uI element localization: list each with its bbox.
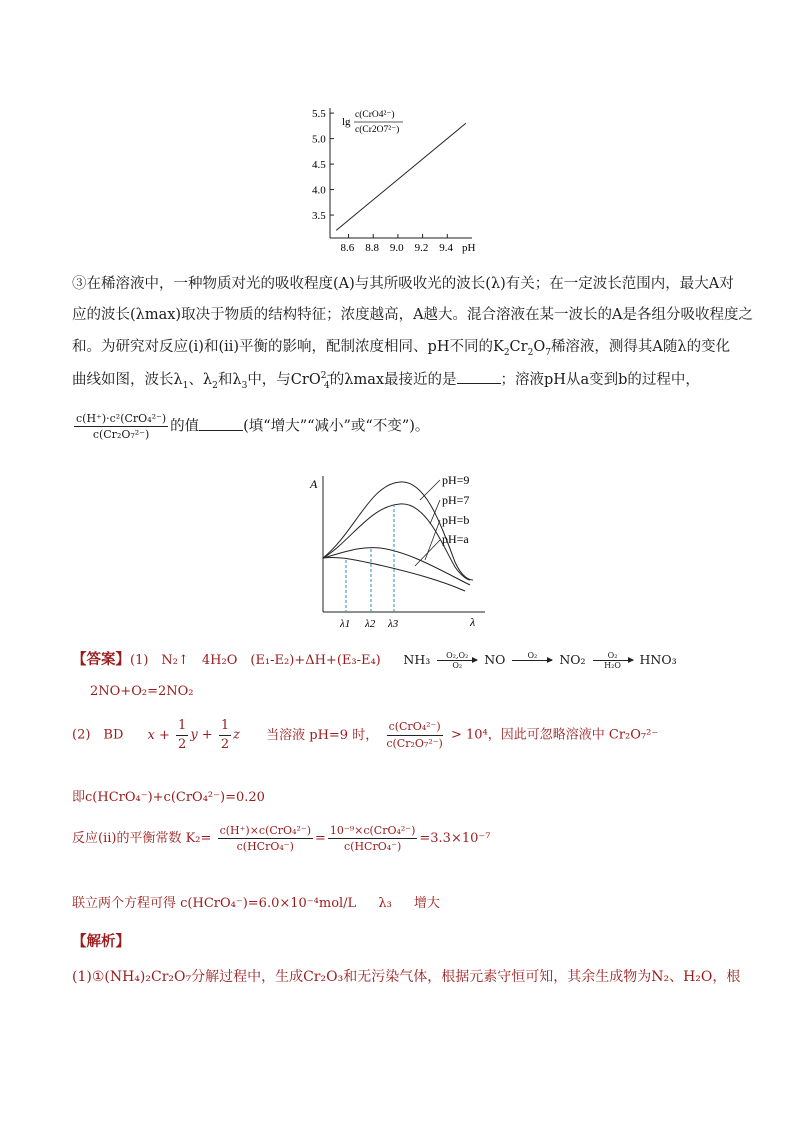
tick-l3: λ3 [388,618,399,630]
arrow1-bot: O₂ [452,661,463,670]
answer-2f: > 10⁴，因此可忽略溶液中 Cr₂O₇²⁻ [450,727,659,743]
figure-absorbance-vs-wavelength [300,462,500,642]
q3-frac-den: c(Cr₂O₇²⁻) [92,428,150,442]
q3-line-4: 曲线如图，波长$\lambda_1$、$\lambda_2$和$\lambda_3$中，与CrO$^{2-}_4$的λmax最接近的是 ；溶液pH从a变到b的过程中， [72,371,700,391]
q3-fraction [74,412,168,441]
x-tick-label: 8.6 [340,242,355,254]
answer-2b: x + [147,727,170,743]
chart-1 [300,100,500,260]
q3-line-3b: Cr [509,339,528,355]
tick-l1: λ1 [340,618,351,630]
arrow-1 [437,651,477,670]
x-tick-label: 9.2 [414,242,429,254]
answer-4a: 反应(ii)的平衡常数 K₂= [72,831,212,847]
arrow3-bot: H₂O [604,661,621,670]
answer-blank-1[interactable] [457,371,501,384]
answer-line-4 [72,824,490,853]
answer-line-1 [72,648,677,670]
answer-eq: 2NO+O₂=2NO₂ [90,684,194,699]
legend-ph9: pH=9 [442,473,470,487]
y-tick-label: 3.5 [312,210,326,223]
answer-2a: (2) BD [72,727,124,743]
y-tick-label: 4.0 [312,184,326,197]
tick-l2: λ2 [365,618,376,630]
q3-line-5b: (填“增大”“减小”或“不变”)。 [243,418,430,435]
q3-line-1: ③在稀溶液中，一种物质对光的吸收程度(A)与其所吸收光的波长(λ)有关；在一定波长范围内，最大A对 [72,276,734,292]
figure-lg-ratio-vs-ph [300,100,500,260]
legend-ph7: pH=7 [442,493,470,507]
answer-line-2 [72,718,658,752]
leader-pha [415,540,440,566]
q3-line-4b: 、λ [188,372,213,388]
answer-2e: 当溶液 pH=9 时， [266,727,379,743]
x-label: pH [462,242,476,254]
nh3: NH₃ [403,652,431,667]
answer-1: (1) N₂↑ 4H₂O (E₁-E₂)+ΔH+(E₃-E₄) [130,653,381,668]
arrow2-top: O₂ [527,651,538,660]
q3-line-3a: 和。为研究对反应(ⅰ)和(ⅱ)平衡的影响，配制浓度相同、pH不同的K [72,339,504,355]
no: NO [484,652,506,667]
y-label-prefix: lg [342,116,351,128]
answer-label: 【答案】 [72,651,130,668]
q3-line-4f: ；溶液pH从a变到b的过程中， [500,372,700,388]
ratio-frac: $\frac{\text{c(CrO₄²⁻)}}{\text{c(Cr₂O₇²⁻)}}$ [386,720,443,750]
q3-line-4d: 中，与CrO [247,372,321,388]
y-label: A [310,477,318,491]
q3-line-3: 和。为研究对反应(ⅰ)和(ⅱ)平衡的影响，配制浓度相同、pH不同的$K_2Cr_2O_7$稀溶液，测得其A随λ的变化 [72,339,731,358]
analysis-label: 【解析】 [72,933,130,950]
answer-5c: 增大 [413,896,440,911]
q3-line-3d: 稀溶液，测得其A随λ的变化 [550,339,731,355]
answer-line-3: 即c(HCrO₄⁻)+c(CrO₄²⁻)=0.20 [72,790,265,805]
analysis-line-1: (1)①(NH₄)₂Cr₂O₇分解过程中，生成Cr₂O₃和无污染气体，根据元素守恒可知，其余生成物为N₂、H₂O，根 [72,969,741,985]
q3-line-3c: O [533,339,546,355]
q3-line-4e: 的λmax最接近的是 [329,372,457,388]
q3-line-4a: 曲线如图，波长λ [72,372,183,388]
k2-frac-2: $\frac{\text{10⁻⁹×c(CrO₄²⁻)}}{\text{c(HCrO₄⁻)}}$ [329,824,416,854]
q3-line-5: 的值 [170,418,200,435]
x-tick-label: 9.4 [439,242,454,254]
answer-5a: 联立两个方程可得 c(HCrO₄⁻)=6.0×10⁻⁴mol/L [72,896,357,911]
x-tick-label: 9.0 [389,242,404,254]
y-tick-label: 5.5 [312,108,326,121]
answer-2c: y + [190,727,213,743]
answer-5b: λ₃ [378,896,392,911]
k2-frac-1: $\frac{\text{c(H⁺)×c(CrO₄²⁻)}}{\text{c(HCrO₄⁻)}}$ [219,824,311,854]
arrow-2 [512,651,552,670]
answer-line-5 [72,892,440,911]
arrow1-top: O₂,O₂ [446,651,469,660]
y-label-num: c(CrO4²⁻) [355,110,395,120]
q3-line-2: 应的波长(λmax)取决于物质的结构特征；浓度越高，A越大。混合溶液在某一波长的A是各组分吸收程度之 [72,307,754,323]
half-2: $\frac{1}{2}$ [220,718,230,752]
arrow-3 [593,651,633,670]
leader-ph9 [420,480,440,500]
q3-line-4c: 和λ [217,372,242,388]
y-tick-label: 4.5 [312,159,326,172]
y-tick-label: 5.0 [312,133,326,146]
answer-4b: =3.3×10⁻⁷ [419,831,491,847]
no2: NO₂ [559,652,586,667]
legend-pha: pH=a [442,532,469,546]
k2-eq: = [314,831,326,847]
legend-phb: pH=b [442,513,470,527]
series-line [336,123,466,230]
hno3: HNO₃ [639,652,677,667]
q3-line-5 [72,412,429,441]
arrow3-top: O₂ [607,651,618,660]
x-tick-label: 8.8 [365,242,379,254]
answer-blank-2[interactable] [199,418,243,431]
y-label-den: c(Cr2O7²⁻) [355,125,400,135]
chart-2 [300,462,500,642]
q3-frac-num: c(H⁺)·c²(CrO₄²⁻) [74,412,168,427]
answer-2d: z [233,727,240,743]
half-1: $\frac{1}{2}$ [178,718,187,752]
x-label: λ [470,615,476,629]
